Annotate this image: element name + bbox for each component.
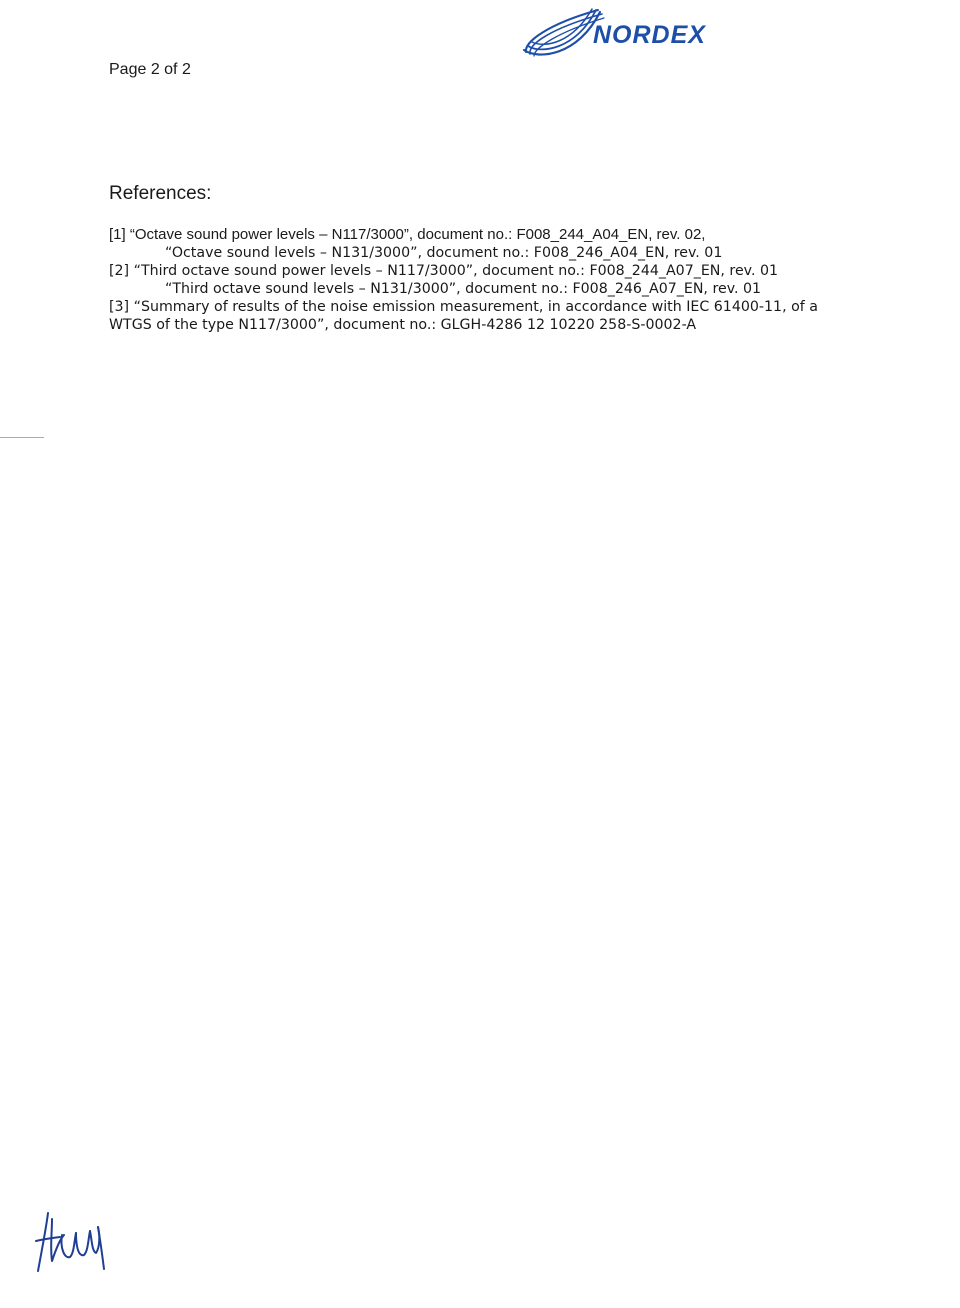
reference-1-line-1: [1] “Octave sound power levels – N117/3000”, document no.: F008_244_A04_EN, rev. 02, xyxy=(109,226,706,243)
references-list xyxy=(109,226,889,334)
signature-icon xyxy=(30,1205,110,1275)
reference-1-line-2: “Octave sound levels – N131/3000”, document no.: F008_246_A04_EN, rev. 01 xyxy=(165,245,723,261)
logo-wordmark: NORDEX xyxy=(593,21,706,49)
page-number: Page 2 of 2 xyxy=(109,61,191,78)
reference-3-line-1: [3] “Summary of results of the noise emission measurement, in accordance with IEC 61400-11, of a xyxy=(109,299,818,315)
reference-2-line-2: “Third octave sound levels – N131/3000”, document no.: F008_246_A07_EN, rev. 01 xyxy=(165,281,762,297)
nordex-logo xyxy=(518,6,758,62)
margin-mark xyxy=(0,437,44,438)
reference-2-line-1: [2] “Third octave sound power levels – N117/3000”, document no.: F008_244_A07_EN, rev. 01 xyxy=(109,263,779,279)
reference-3-line-2: WTGS of the type N117/3000”, document no.: GLGH-4286 12 10220 258-S-0002-A xyxy=(109,317,697,333)
references-heading: References: xyxy=(109,183,212,204)
